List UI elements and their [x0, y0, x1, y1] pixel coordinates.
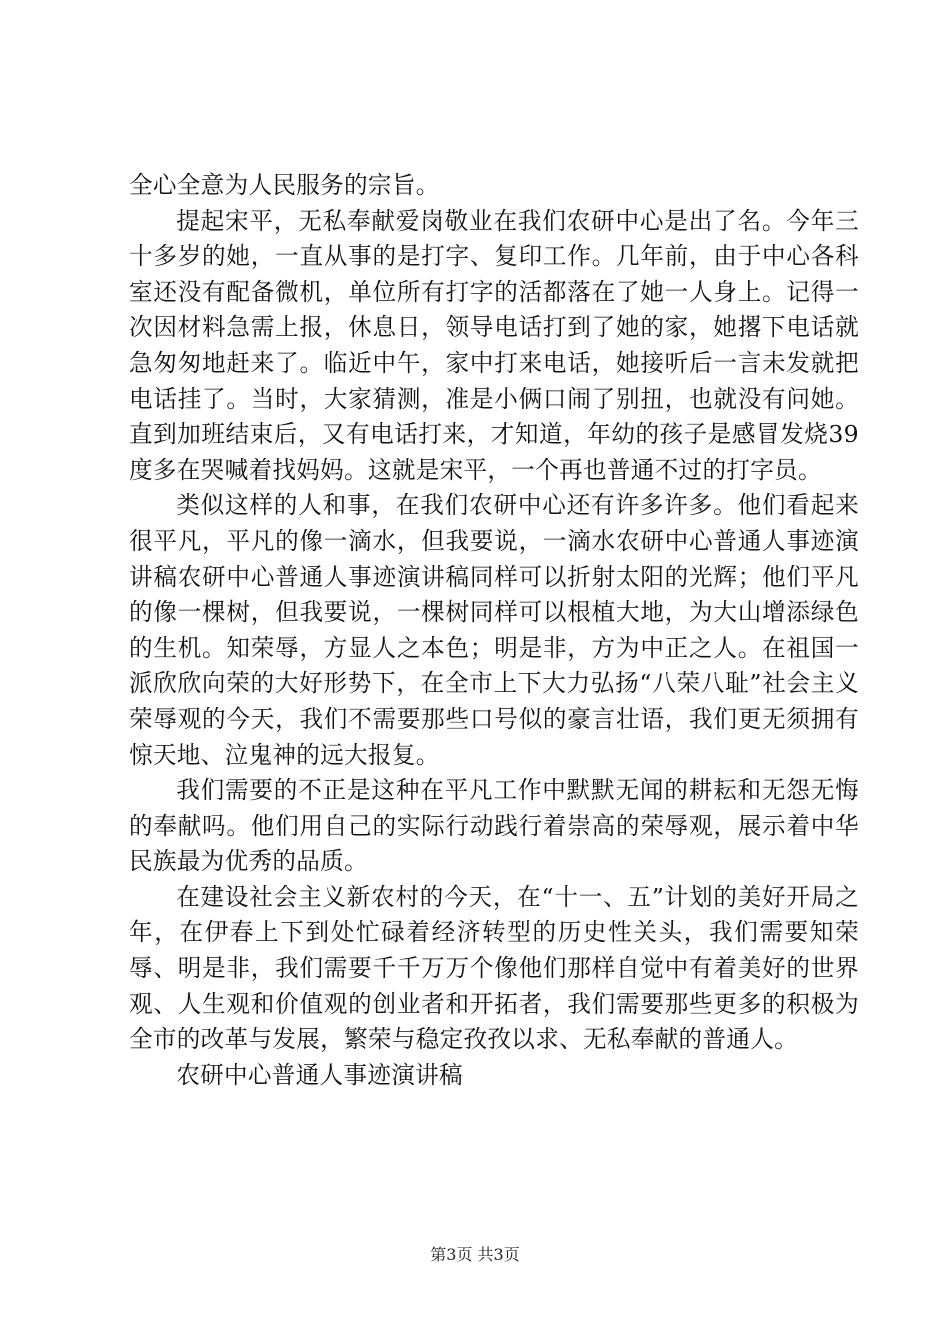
- paragraph-4: 我们需要的不正是这种在平凡工作中默默无闻的耕耘和无怨无悔的奉献吗。他们用自己的实际行动践行着崇高的荣辱观，展示着中华民族最为优秀的品质。: [129, 776, 859, 876]
- document-body: [129, 168, 859, 1093]
- page-number-footer: 第3页 共3页: [430, 1245, 520, 1264]
- paragraph-2: 提起宋平，无私奉献爱岗敬业在我们农研中心是出了名。今年三十多岁的她，一直从事的是打字、复印工作。几年前，由于中心各科室还没有配备微机，单位所有打字的活都落在了她一人身上。记得一次因材料急需上报，休息日，领导电话打到了她的家，她撂下电话就急匆匆地赶来了。临近中午，家中打来电话，她接听后一言未发就把电话挂了。当时，大家猜测，准是小俩口闹了别扭，也就没有问她。直到加班结束后，又有电话打来，才知道，年幼的孩子是感冒发烧39度多在哭喊着找妈妈。这就是宋平，一个再也普通不过的打字员。: [129, 206, 859, 484]
- paragraph-6-title: 农研中心普通人事迹演讲稿: [176, 1060, 463, 1089]
- paragraph-1: 全心全意为人民服务的宗旨。: [129, 171, 440, 199]
- paragraph-3: 类似这样的人和事，在我们农研中心还有许多许多。他们看起来很平凡，平凡的像一滴水，但我要说，一滴水农研中心普通人事迹演讲稿农研中心普通人事迹演讲稿同样可以折射太阳的光辉；他们平凡的像一棵树，但我要说，一棵树同样可以根植大地，为大山增添绿色的生机。知荣辱，方显人之本色；明是非，方为中正之人。在祖国一派欣欣向荣的大好形势下，在全市上下大力弘扬“八荣八耻”社会主义荣辱观的今天，我们不需要那些口号似的豪言壮语，我们更无须拥有惊天地、泣鬼神的远大报复。: [129, 491, 859, 769]
- paragraph-5: 在建设社会主义新农村的今天，在“十一、五”计划的美好开局之年，在伊春上下到处忙碌着经济转型的历史性关头，我们需要知荣辱、明是非，我们需要千千万万个像他们那样自觉中有着美好的世界观、人生观和价值观的创业者和开拓者，我们需要那些更多的积极为全市的改革与发展，繁荣与稳定孜孜以求、无私奉献的普通人。: [129, 882, 859, 1054]
